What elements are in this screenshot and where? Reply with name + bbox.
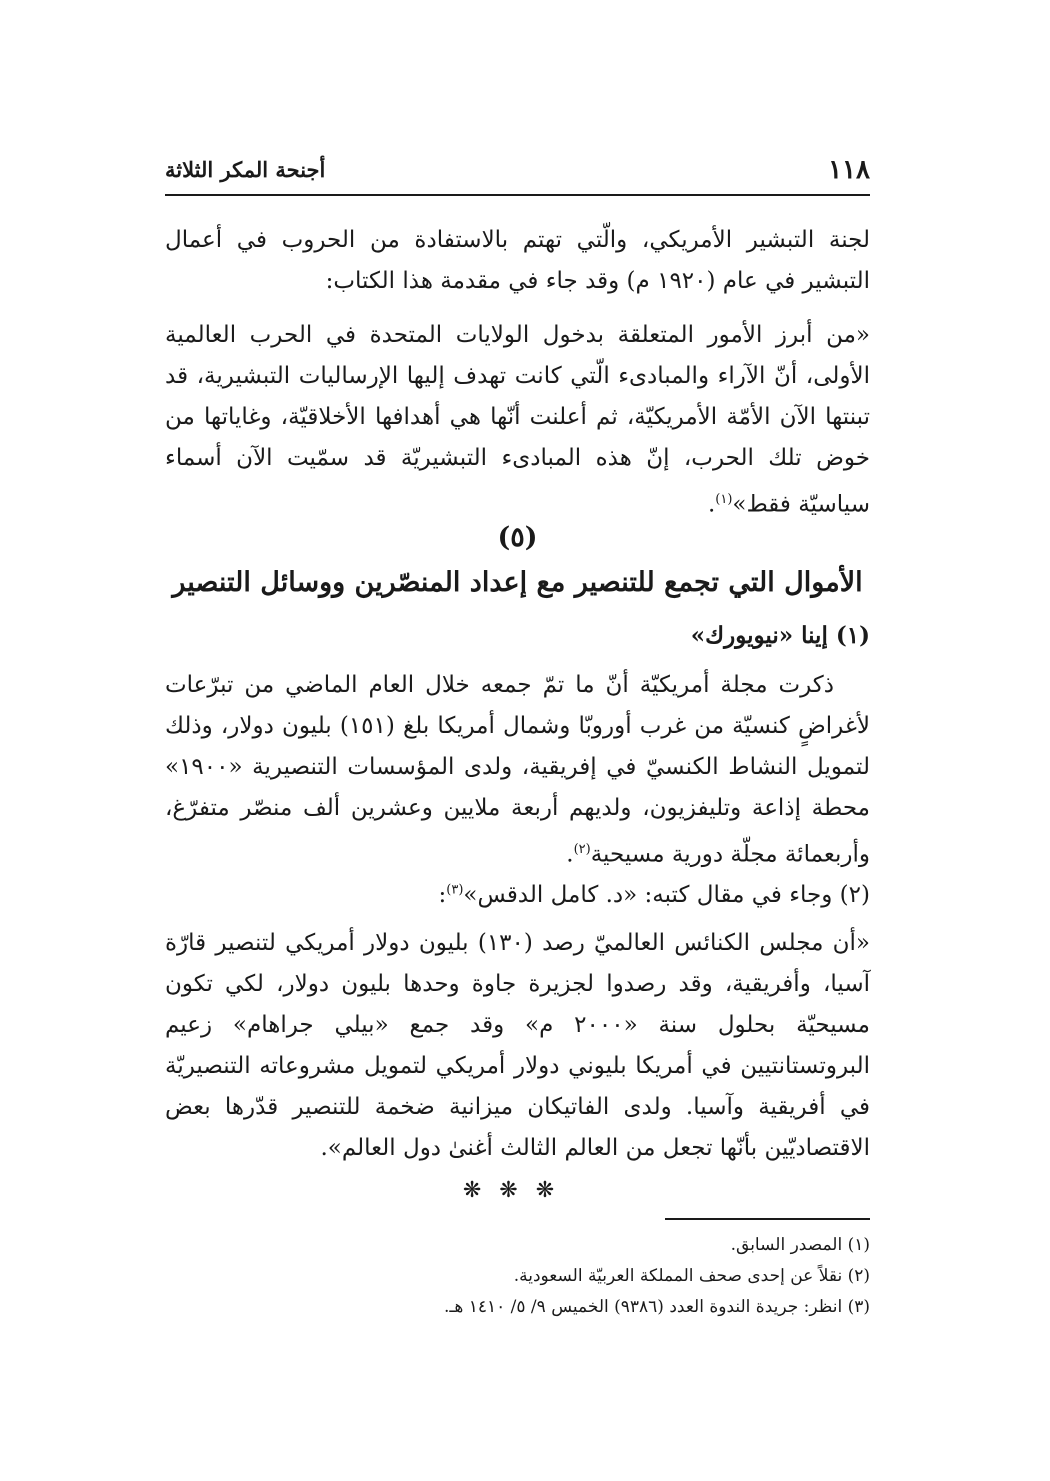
footnote-ref-2: (٢): [573, 842, 591, 857]
footnotes: [180, 1230, 870, 1323]
footnote-1: (١) المصدر السابق.: [730, 1235, 870, 1255]
subheading-2: [439, 882, 870, 908]
subheading-1: (١) إينا «نيويورك»: [690, 622, 870, 649]
paragraph-4-quote: «أن مجلس الكنائس العالميّ رصد (١٣٠) بليون دولار أمريكي لتنصير قارّة آسيا، وأفريقية، وقد رصدوا لجزيرة جاوة وحدها بليون دولار، لكي تكون مسيحيّة بحلول سنة «٢٠٠٠ م» وقد جمع «بيلي جراهام» زعيم البروتستانتيين في أمريكا بليوني دولار أمريكي لتمويل مشروعاته التنصيريّة في أفريقية وآسيا. ولدى الفاتيكان ميزانية ضخمة للتنصير قدّرها بعض الاقتصاديّين بأنّها تجعل من العالم الثالث أغنىٰ دول العالم».: [165, 930, 870, 1161]
paragraph-1: لجنة التبشير الأمريكي، والّتي تهتم بالاستفادة من الحروب في أعمال التبشير في عام (١٩٢٠ م) وقد جاء في مقدمة هذا الكتاب:: [165, 227, 870, 294]
subheading-2-end: :: [438, 882, 447, 908]
footnote-2: (٢) نقلاً عن إحدى صحف المملكة العربيّة السعودية.: [513, 1266, 870, 1286]
footnote-rule: [665, 1218, 870, 1220]
header-rule: [165, 194, 870, 196]
section-separator: ❋❋❋: [462, 1178, 573, 1203]
paragraph-2-end: .: [707, 491, 716, 518]
page-header: [165, 155, 870, 191]
paragraph-3-text: ذكرت مجلة أمريكيّة أنّ ما تمّ جمعه خلال العام الماضي من تبرّعات لأغراضٍ كنسيّة من غرب أوروبّا وشمال أمريكا بلغ (١٥١) بليون دولار، وذلك لتمويل النشاط الكنسيّ في إفريقية، ولدى المؤسسات التنصيرية «١٩٠٠» محطة إذاعة وتليفزيون، ولديهم أربعة ملايين وعشرين ألف منصّر متفرّغ، وأربعمائة مجلّة دورية مسيحية: [165, 672, 871, 868]
page-number: ١١٨: [828, 155, 870, 185]
paragraph-2-text: «من أبرز الأمور المتعلقة بدخول الولايات المتحدة في الحرب العالمية الأولى، أنّ الآراء والمبادىء الّتي كانت تهدف إليها الإرساليات التبشيرية، قد تبنتها الآن الأمّة الأمريكيّة، ثم أعلنت أنّها هي أهدافها الأخلاقيّة، وغاياتها من خوض تلك الحرب، إنّ هذه المبادىء التبشيريّة قد سمّيت الآن أسماء سياسيّة فقط»: [165, 322, 870, 518]
paragraph-3: [165, 665, 870, 876]
section-number: (٥): [497, 522, 538, 553]
subheading-2-text: (٢) وجاء في مقال كتبه: «د. كامل الدقس»: [463, 882, 870, 908]
footnote-3: (٣) انظر: جريدة الندوة العدد (٩٣٨٦) الخميس ٩/ ٥/ ١٤١٠ هـ.: [443, 1297, 870, 1317]
footnote-ref-1: (١): [715, 492, 733, 507]
paragraph-2-quote: [165, 315, 870, 526]
footnote-ref-3: (٣): [446, 882, 464, 898]
section-title: الأموال التي تجمع للتنصير مع إعداد المنصّرين ووسائل التنصير: [172, 567, 863, 598]
paragraph-3-end: .: [566, 841, 574, 868]
running-title: أجنحة المكر الثلاثة: [165, 157, 326, 182]
